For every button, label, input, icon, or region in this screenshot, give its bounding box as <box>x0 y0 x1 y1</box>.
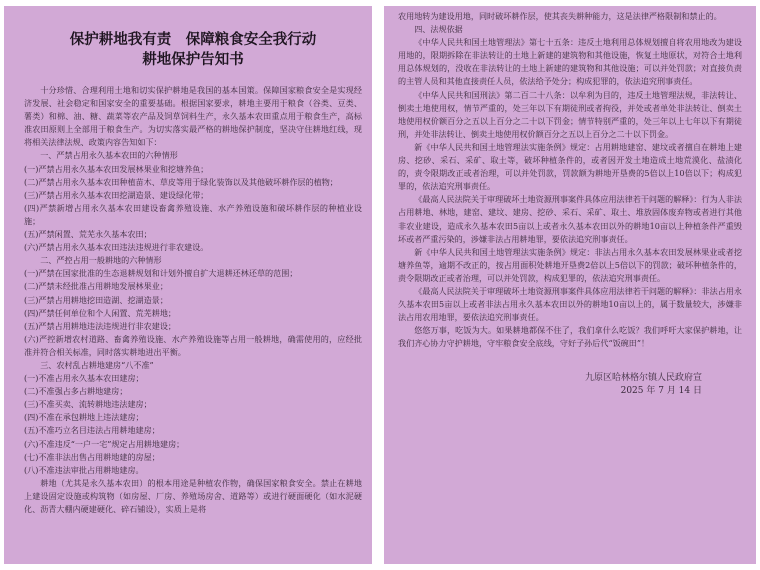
paragraph: (六)严控新增农村道路、畜禽养殖设施、水产养殖设施等占用一般耕地，确需使用的，应经批准并符合相关标准，同时落实耕地进出平衡。 <box>24 333 362 357</box>
paragraph: (四)不准在承包耕地上违法建房； <box>24 412 144 423</box>
paragraph: (五)严禁占用耕地违法违规进行非农建设； <box>24 320 177 331</box>
notice-subtitle: 耕地保护告知书 <box>142 51 244 68</box>
left-page <box>4 6 372 564</box>
paragraph: 《中华人民共和国刑法》第二百二十八条：以牟利为目的，违反土地管理法规，非法转让、倒卖土地使用权，情节严重的，处三年以下有期徒刑或者拘役，并处或者单处非法转让、倒卖土地使用权价额百分之五以上百分之二十以下罚金；情节特别严重的，处三年以上七年以下有期徒刑，并处非法转让、倒卖土地使用权价额百分之五以上百分之二十以下罚金。 <box>398 89 742 139</box>
paragraph: 《中华人民共和国土地管理法》第七十五条：违反土地利用总体规划擅自将农用地改为建设用地的，限期拆除在非法转让的土地上新建的建筑物和其他设施，恢复土地原状，对符合土地利用总体规划的，没收在非法转让的土地上新建的建筑物和其他设施；可以并处罚款；对直接负责的主管人员和其他直接责任人员，依法给予处分；构成犯罪的，依法追究刑事责任。 <box>398 37 742 87</box>
paragraph: (七)不准非法出售占用耕地建的房屋； <box>24 451 160 462</box>
paragraph: 四、法规依据 <box>414 24 463 35</box>
paragraph: (二)不准强占多占耕地建房； <box>24 386 128 397</box>
paragraph: (六)严禁占用永久基本农田违法违规进行非农建设。 <box>24 242 209 253</box>
paragraph: (六)不准违反“一户一宅”规定占用耕地建房； <box>24 438 185 449</box>
paragraph: 三、农村乱占耕地建房“八不准” <box>40 359 154 370</box>
issue-date: 2025 年 7 月 14 日 <box>620 386 702 397</box>
paragraph: (二)严禁占用永久基本农田种植苗木、草皮等用于绿化装饰以及其他破坏耕作层的植物； <box>24 176 338 187</box>
paragraph: 耕地（尤其是永久基本农田）的根本用途是种植农作物，确保国家粮食安全。禁止在耕地上建设固定设施或构筑物（如房屋、厂房、养殖场房舍、道路等）或进行硬面硬化（如水泥硬化、沥青大棚内硬建硬化、碎石铺设），实质上是将 <box>24 477 362 514</box>
paragraph: (二)严禁未经批准占用耕地发展林果业； <box>24 281 168 292</box>
paragraph: (五)严禁闲置、荒芜永久基本农田； <box>24 229 152 240</box>
paragraph: (三)严禁占用永久基本农田挖湖造景、建设绿化带； <box>24 189 209 200</box>
paragraph: 新《中华人民共和国土地管理法实施条例》规定：非法占用永久基本农田发展林果业或者挖塘养鱼等，逾期不改正的，按占用面积处耕地开垦费2倍以上5倍以下的罚款；破坏种植条件的，责令限期改正或者治理，可以并处罚款，构成犯罪的，依法追究刑事责任。 <box>398 246 742 283</box>
paragraph: (八)不准违法审批占用耕地建房。 <box>24 464 144 475</box>
notice-title: 保护耕地我有责 保障粮食安全我行动 <box>69 31 317 48</box>
paragraph: 二、严控占用一般耕地的六种情形 <box>40 255 162 266</box>
paragraph: (四)严禁新增占用永久基本农田建设畜禽养殖设施、水产养殖设施和破坏耕作层的种植业设施； <box>24 202 362 226</box>
paragraph: 一、严禁占用永久基本农田的六种情形 <box>40 150 178 161</box>
paragraph: (一)严禁在国家批准的生态退耕规划和计划外擅自扩大退耕还林还草的范围； <box>24 268 298 279</box>
paragraph: (一)严禁占用永久基本农田发展林果业和挖塘养鱼； <box>24 163 209 174</box>
paragraph: (三)严禁占用耕地挖田造湖、挖湖造景； <box>24 294 168 305</box>
left-body <box>24 84 362 516</box>
paragraph: 农用地转为建设用地，同时破坏耕作层，使其丧失耕种能力，这是法律严格限制和禁止的。 <box>398 11 722 21</box>
paragraph: 《最高人民法院关于审理破坏土地资源刑事案件具体应用法律若干问题的解释》：非法占用永久基本农田5亩以上或者非法占用永久基本农田以外的耕地10亩以上的，属于数量较大，涉嫌非法占用农用地罪，要依法追究刑事责任。 <box>398 285 742 323</box>
paragraph: (三)不准买卖、流转耕地违法建房； <box>24 399 152 410</box>
paragraph: (一)不准占用永久基本农田建房； <box>24 373 144 384</box>
issuer-name: 九原区哈林格尔镇人民政府宣 <box>584 373 702 384</box>
paragraph: 新《中华人民共和国土地管理法实施条例》规定：占用耕地建窑、建坟或者擅自在耕地上建房、挖砂、采石、采矿、取土等，破坏种植条件的，或者因开发土地造成土地荒漠化、盐渍化的，责令限期改正或者治理，可以并处罚款，罚款额为耕地开垦费的5倍以上10倍以下；构成犯罪的，依法追究刑事责任。 <box>398 141 742 192</box>
paragraph: (四)严禁任何单位和个人闲置、荒芜耕地； <box>24 307 177 318</box>
signature-block <box>398 372 742 398</box>
right-body <box>398 10 742 350</box>
paragraph: (五)不准巧立名目违法占用耕地建房； <box>24 425 160 436</box>
paragraph: 十分珍惜、合理利用土地和切实保护耕地是我国的基本国策。保障国家粮食安全是实现经济发展、社会稳定和国家安全的重要基础。根据国家要求，耕地主要用于粮食（谷类、豆类、薯类）和棉、油、糖、蔬菜等农产品及饲草饲料生产，永久基本农田重点用于粮食生产，高标准农田原则上全部用于粮食生产。为切实落实最严格的耕地保护制度，坚决守住耕地红线，现将相关法律法规、政策内容告知如下： <box>24 85 362 148</box>
paragraph: 《最高人民法院关于审理破坏土地资源刑事案件具体应用法律若干问题的解释》：行为人非法占用耕地、林地，建窑、建坟、建房、挖砂、采石、采矿、取土、堆放固体废弃物或者进行其他非农业建设，造成永久基本农田5亩以上或者永久基本农田以外的耕地10亩以上种植条件严重毁坏或者严重污染的，涉嫌非法占用耕地罪，要依法追究刑事责任。 <box>398 194 742 244</box>
right-page <box>384 6 756 564</box>
paragraph: 悠悠万事，吃饭为大。如果耕地都保不住了，我们拿什么吃饭？我们呼吁大家保护耕地，让我们齐心协力守护耕地，守牢粮食安全底线，守好子孙后代“饭碗田”！ <box>398 325 742 349</box>
